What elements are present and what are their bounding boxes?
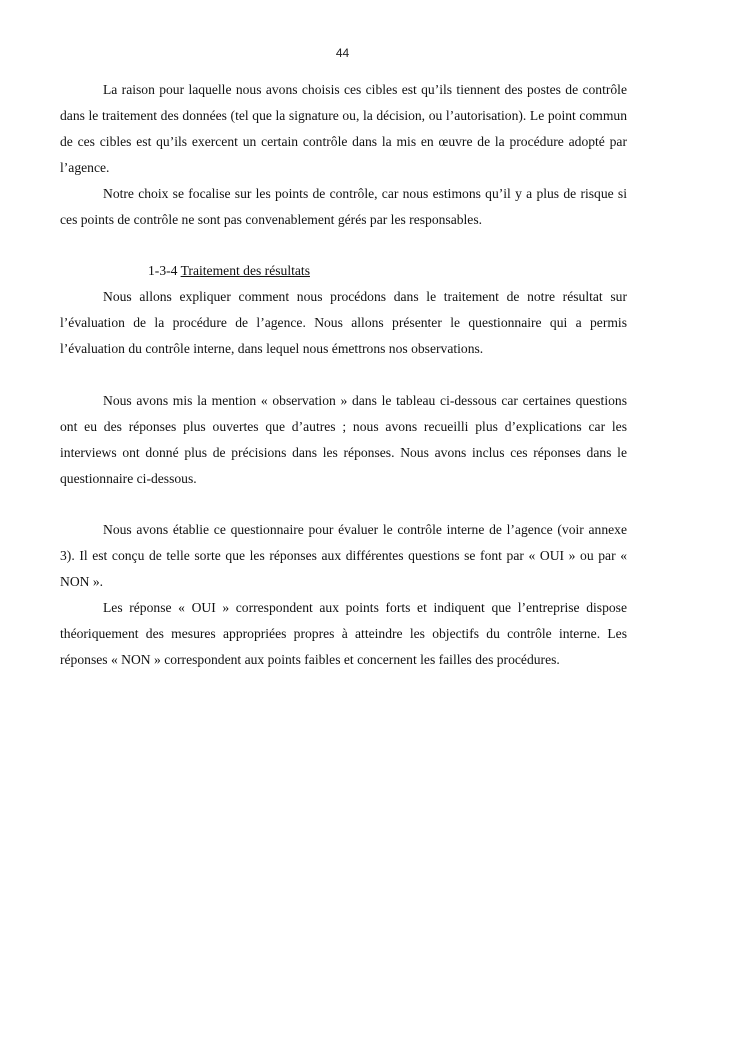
paragraph-observation-mention: Nous avons mis la mention « observation » dans le tableau ci-dessous car certaines questions ont eu des réponses plus ouvertes que d’autres ; nous avons recueilli plus d’explications car les interviews ont donné plus de précisions dans les réponses. Nous avons inclus ces réponses dans le questionnaire ci-dessous. [60, 392, 627, 486]
paragraph-answer-meaning: Les réponse « OUI » correspondent aux points forts et indiquent que l’entreprise dispose théoriquement des mesures appropriées propres à atteindre les objectifs du contrôle interne. Les réponses « NON » correspondent aux points faibles et concernent les failles des procédures. [60, 600, 627, 667]
section-heading [60, 258, 627, 284]
section-title: Traitement des résultats [180, 263, 310, 279]
page-number: 44 [335, 46, 350, 60]
spacer [60, 362, 627, 388]
paragraph-target-rationale: La raison pour laquelle nous avons choisis ces cibles est qu’ils tiennent des postes de contrôle dans le traitement des données (tel que la signature ou, la décision, ou l’autorisation). Le point commun de ces cibles est qu’ils exercent un certain contrôle dans la mis en œuvre de la procédure adopté par l’agence. [60, 82, 627, 175]
paragraph-control-points: Notre choix se focalise sur les points de contrôle, car nous estimons qu’il y a plus de risque si ces points de contrôle ne sont pas convenablement gérés par les responsables. [60, 185, 627, 227]
spacer [60, 491, 627, 517]
paragraph-results-processing: Nous allons expliquer comment nous procédons dans le traitement de notre résultat sur l’évaluation de la procédure de l’agence. Nous allons présenter le questionnaire qui a permis l’évaluation du contrôle interne, dans lequel nous émettrons nos observations. [60, 289, 627, 357]
section-number: 1-3-4 [148, 263, 178, 279]
document-body [60, 77, 627, 673]
spacer [60, 232, 627, 258]
paragraph-questionnaire-design: Nous avons établie ce questionnaire pour évaluer le contrôle interne de l’agence (voir annexe 3). Il est conçu de telle sorte que les réponses aux différentes questions se font par « OUI » ou par « NON ». [60, 522, 627, 590]
